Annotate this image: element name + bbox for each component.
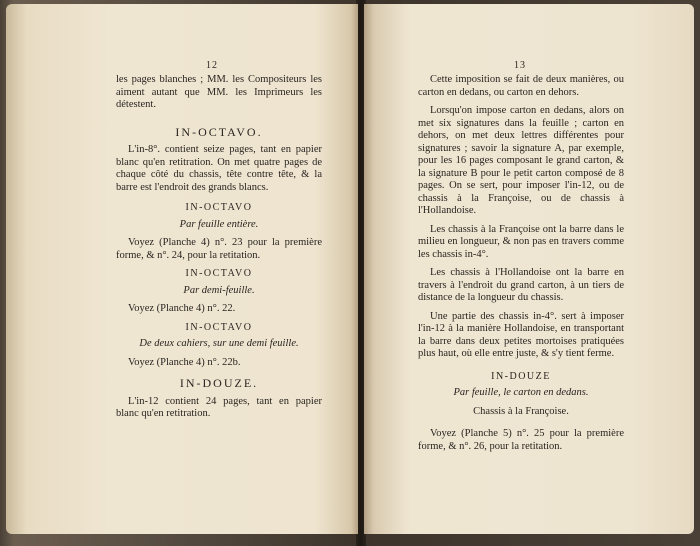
right-page-text: [418, 74, 624, 453]
left-paragraph-in12: L'in-12 contient 24 pages, tant en papier blanc qu'en retitration.: [116, 395, 322, 419]
heading-in-douze-left: IN-DOUZE.: [179, 376, 259, 390]
left-page: [6, 4, 358, 534]
left-paragraph-intro: les pages blanches ; MM. les Compositeurs les aiment autant que MM. les Imprimeurs les détestent.: [116, 74, 322, 110]
sub-par-feuille: Par feuille, le carton en dedans.: [453, 387, 589, 398]
right-page: [364, 4, 694, 534]
sub-demi-feuille: Par demi-feuille.: [183, 284, 255, 296]
right-paragraph-chassis-hollandoise: Les chassis à l'Hollandoise ont la barre en travers à l'endroit du grand carton, à un tiers de distance de la longueur du chassis.: [418, 267, 624, 303]
left-page-text: [116, 74, 322, 421]
right-paragraph-lorsqu: Lorsqu'on impose carton en dedans, alors on met six signatures dans la feuille ; carton en dehors, on met deux lettres différentes pour signatures ; savoir la signature A, par exemple, pour les 16 pages composant le grand carton, & la signature B pour le petit carton composé de 8 pages. On se sert, pour imposer l'in-12, ou de chassis à la Françoise, ou de chassis à l'Hollandoise.: [418, 105, 624, 216]
right-page-number: 13: [514, 60, 526, 71]
sub-feuille-entiere: Par feuille entière.: [179, 218, 259, 230]
left-paragraph-in8: L'in-8°. contient seize pages, tant en papier blanc qu'en retitration. On met quatre pages de chaque côté du chassis, tête contre tête, & la barre est l'endroit des grands blancs.: [116, 144, 322, 193]
sub-deux-cahiers: De deux cahiers, sur une demi feuille.: [139, 338, 299, 349]
left-paragraph-voyez-23: Voyez (Planche 4) n°. 23 pour la première forme, & n°. 24, pour la retitation.: [116, 237, 322, 261]
right-paragraph-cette: Cette imposition se fait de deux manières, ou carton en dedans, ou carton en dehors.: [418, 74, 624, 98]
left-paragraph-voyez-22b: Voyez (Planche 4) n°. 22b.: [128, 356, 241, 368]
left-paragraph-voyez-22: Voyez (Planche 4) n°. 22.: [128, 303, 236, 314]
right-paragraph-chassis-francoise: Les chassis à la Françoise ont la barre dans le milieu en longueur, & non pas en travers comme les chassis in-4°.: [418, 223, 624, 260]
right-paragraph-partie: Une partie des chassis in-4°. sert à imposer l'in-12 à la manière Hollandoise, en transportant la barre dans deux petites mortoises pratiquées plus haut, où elle entre juste, & s'y tient ferme.: [418, 310, 624, 359]
sub-chassis-francoise: Chassis à la Françoise.: [473, 405, 569, 417]
right-paragraph-voyez-25: Voyez (Planche 5) n°. 25 pour la première forme, & n°. 26, pour la retitation.: [418, 428, 624, 452]
heading-in-octavo-4: IN-OCTAVO: [185, 321, 253, 333]
heading-in-octavo-3: IN-OCTAVO: [185, 268, 253, 279]
left-page-number: 12: [206, 60, 218, 71]
heading-in-octavo-2: IN-OCTAVO: [185, 202, 253, 213]
heading-in-octavo-1: IN-OCTAVO.: [175, 124, 263, 139]
heading-in-douze-right: IN-DOUZE: [491, 370, 551, 382]
